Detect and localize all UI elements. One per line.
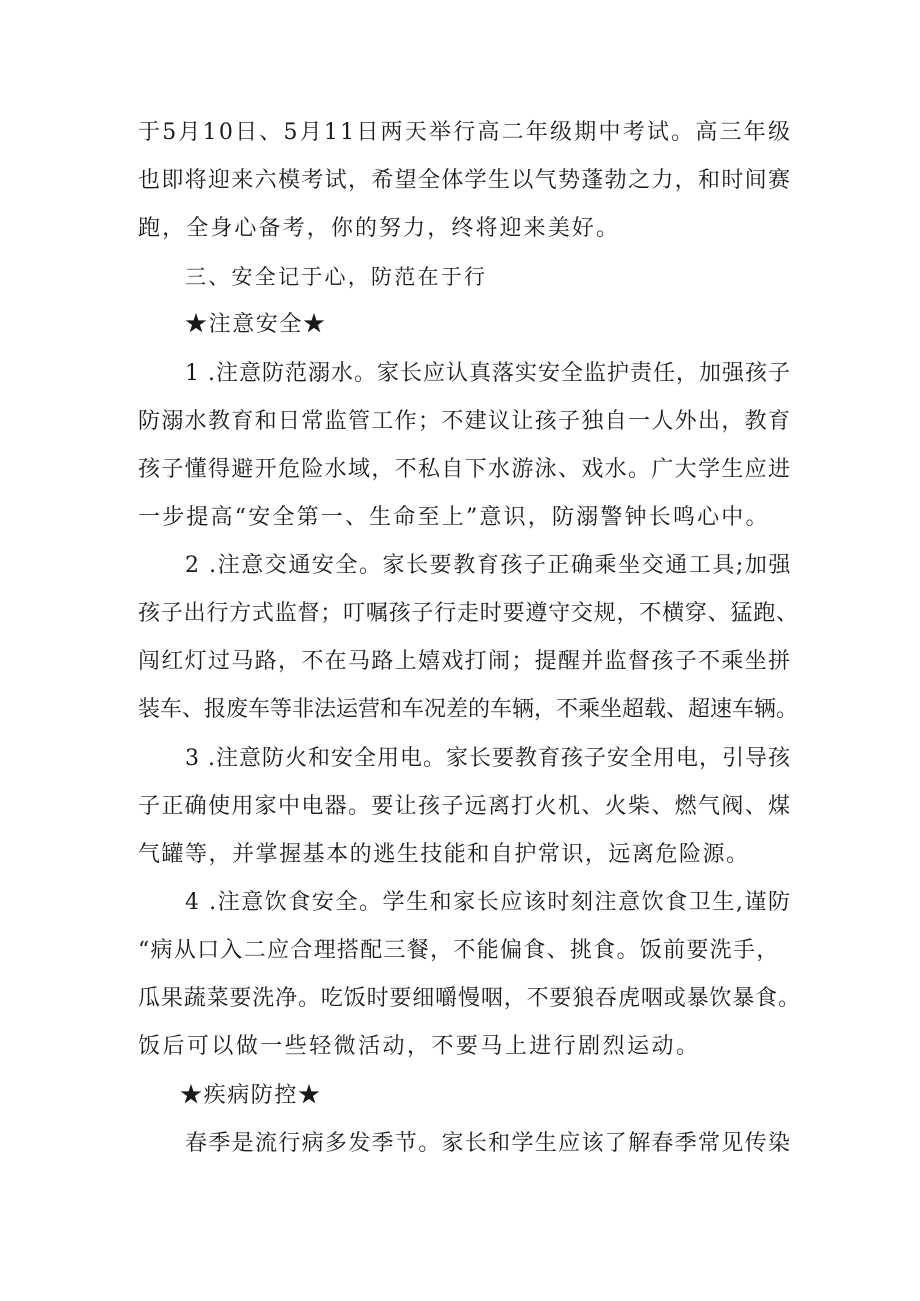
paragraph-line: “病从口入二应合理搭配三餐，不能偏食、挑食。饭前要洗手， [138, 938, 780, 963]
paragraph-line: 1 .注意防范溺水。家长应认真落实安全监护责任，加强孩子 [185, 361, 791, 386]
paragraph-line: 3 .注意防火和安全用电。家长要教育孩子安全用电，引导孩 [185, 746, 791, 771]
paragraph-line: 2 .注意交通安全。家长要教育孩子正确乘坐交通工具;加强 [185, 553, 792, 578]
subsection-heading: ★注意安全★ [185, 312, 327, 337]
paragraph-line: 于5月10日、5月11日两天举行高二年级期中考试。高三年级 [138, 120, 793, 145]
section-heading: 三、安全记于心，防范在于行 [185, 265, 488, 289]
subsection-heading: ★疾病防控★ [180, 1083, 322, 1108]
paragraph-line: 子正确使用家中电器。要让孩子远离打火机、火柴、燃气阀、煤 [138, 794, 792, 819]
paragraph-line: 孩子出行方式监督；叮嘱孩子行走时要遵守交规，不横穿、猛跑、 [138, 601, 799, 626]
paragraph-line: 气罐等，并掌握基本的逃生技能和自护常识，远离危险源。 [138, 842, 750, 867]
paragraph-line: 装车、报废车等非法运营和车况差的车辆，不乘坐超载、超速车辆。 [138, 697, 799, 722]
paragraph-line: 一步提高“安全第一、生命至上”意识，防溺警钟长鸣心中。 [138, 505, 770, 530]
paragraph-line: 闯红灯过马路，不在马路上嬉戏打闹；提醒并监督孩子不乘坐拼 [138, 649, 792, 674]
paragraph-line: 春季是流行病多发季节。家长和学生应该了解春季常见传染 [185, 1131, 792, 1156]
paragraph-line: 饭后可以做一些轻微活动，不要马上进行剧烈运动。 [138, 1034, 701, 1059]
paragraph-line: 孩子懂得避开危险水域，不私自下水游泳、戏水。广大学生应进 [138, 457, 792, 482]
paragraph-line: 跑，全身心备考，你的努力，终将迎来美好。 [138, 216, 621, 241]
paragraph-line: 瓜果蔬菜要洗净。吃饭时要细嚼慢咽，不要狼吞虎咽或暴饮暴食。 [138, 986, 801, 1011]
paragraph-line: 4 .注意饮食安全。学生和家长应该时刻注意饮食卫生,谨防 [185, 890, 792, 915]
paragraph-line: 也即将迎来六模考试，希望全体学生以气势蓬勃之力，和时间赛 [138, 168, 792, 193]
paragraph-line: 防溺水教育和日常监管工作；不建议让孩子独自一人外出，教育 [138, 409, 792, 434]
